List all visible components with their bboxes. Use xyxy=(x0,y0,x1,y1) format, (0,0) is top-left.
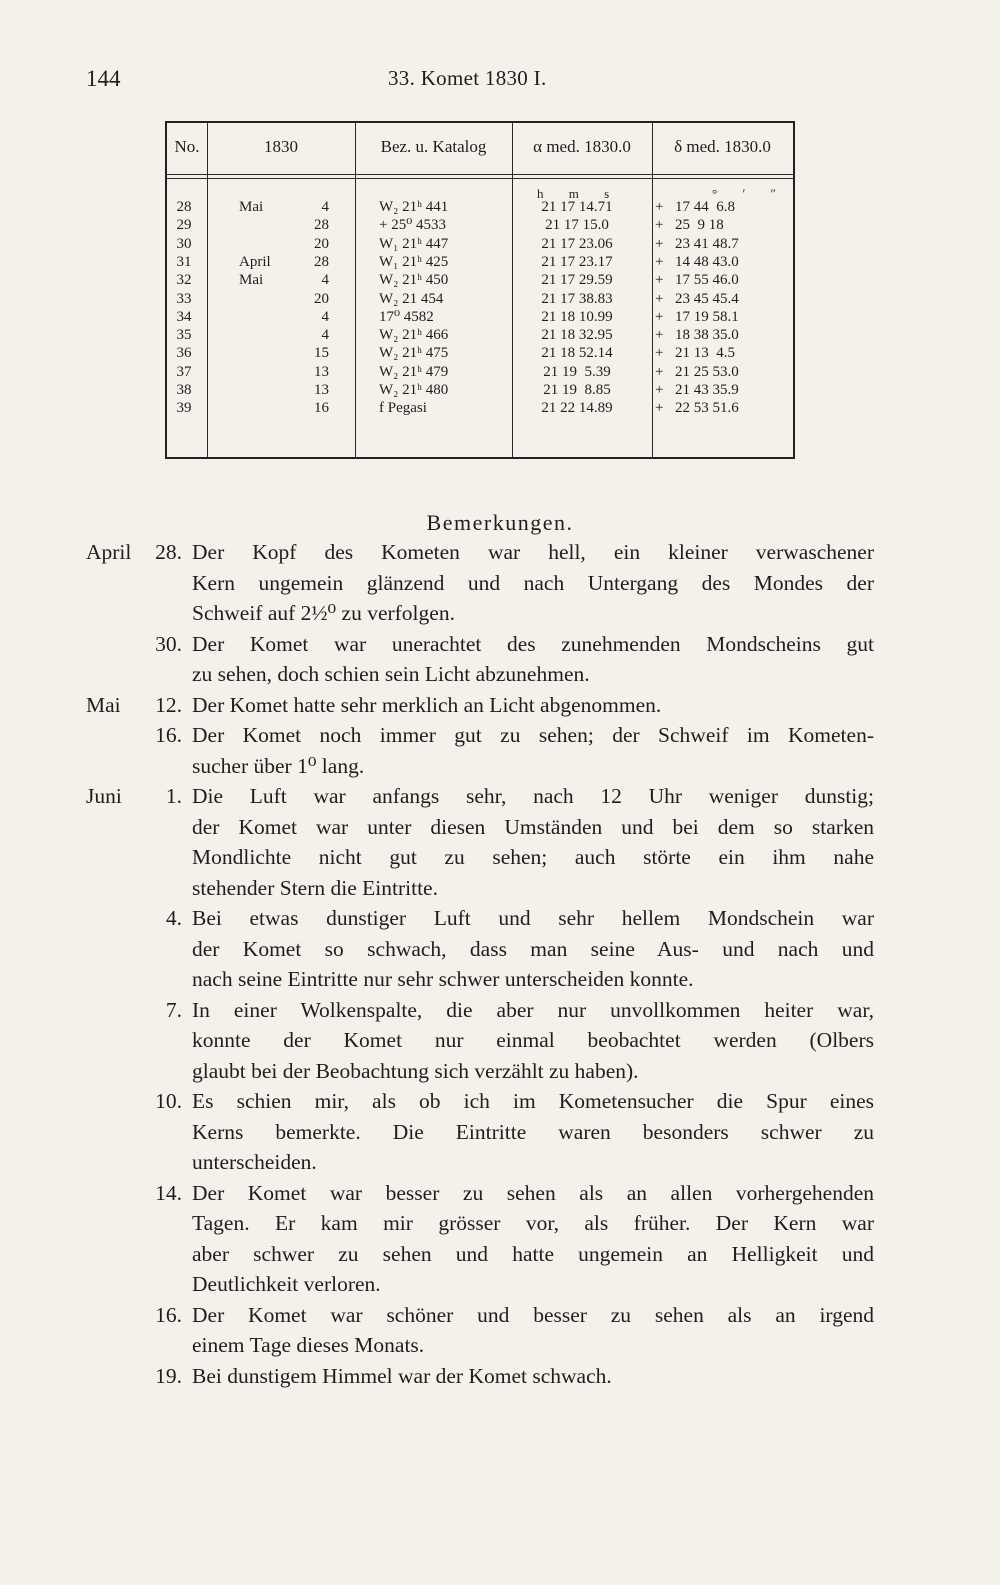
row-catalog: W₂ 21 454 xyxy=(379,290,444,307)
row-dec-sign: + xyxy=(655,327,664,344)
row-day: 20 xyxy=(314,235,329,252)
remark-line: Bei dunstigem Himmel war der Komet schwach. xyxy=(192,1363,612,1388)
remark-line: aber schwer zu sehen und hatte ungemein an Helligkeit und xyxy=(192,1241,874,1266)
remark-line: Deutlichkeit verloren. xyxy=(192,1272,381,1296)
row-dec-value: 18 38 35.0 xyxy=(675,327,739,344)
row-number: 36 xyxy=(176,345,192,362)
table-row xyxy=(167,309,793,327)
row-dec-sign: + xyxy=(655,345,664,362)
remark-line: konnte der Komet nur einmal beobachtet werden (Olbers xyxy=(192,1028,874,1052)
row-number: 32 xyxy=(176,272,192,289)
row-ra: 21 17 23.06 xyxy=(541,235,613,252)
table-row xyxy=(167,382,793,400)
remark-line: der Komet so schwach, dass man seine Aus- und nach und xyxy=(192,936,874,961)
row-number: 33 xyxy=(176,290,192,307)
row-day: 28 xyxy=(314,217,329,234)
row-dec-value: 14 48 43.0 xyxy=(675,253,739,270)
row-dec-sign: + xyxy=(655,290,664,307)
remark-line: Tagen. Er kam mir grösser vor, als früher. Der Kern war xyxy=(192,1211,874,1235)
row-ra: 21 18 10.99 xyxy=(541,308,613,325)
remark-month: Juni xyxy=(86,784,122,808)
row-ra: 21 18 32.95 xyxy=(541,327,613,344)
col-head-catalog: Bez. u. Katalog xyxy=(380,137,487,156)
remark-day: 14. xyxy=(155,1180,182,1205)
row-day: 15 xyxy=(314,345,329,362)
row-month: Mai xyxy=(239,199,264,215)
table-row xyxy=(167,254,793,272)
row-dec-value: 23 45 45.4 xyxy=(675,290,739,307)
row-catalog: W₂ 21ʰ 450 xyxy=(379,272,449,289)
row-catalog: W₂ 21ʰ 479 xyxy=(379,363,449,380)
row-number: 31 xyxy=(176,253,192,270)
row-ra: 21 17 15.0 xyxy=(545,217,609,234)
row-dec-value: 22 53 51.6 xyxy=(675,400,739,417)
row-number: 37 xyxy=(176,363,192,380)
row-dec-value: 21 25 53.0 xyxy=(675,363,739,380)
table-row xyxy=(167,272,793,290)
row-catalog: 17⁰ 4582 xyxy=(379,308,434,325)
remark-month: Mai xyxy=(86,692,121,717)
row-ra: 21 18 52.14 xyxy=(541,345,613,362)
row-catalog: W₂ 21ʰ 475 xyxy=(379,345,449,362)
observation-table xyxy=(165,121,795,459)
row-number: 38 xyxy=(176,382,192,398)
remark-entry xyxy=(0,1086,1000,1178)
remark-line: Schweif auf 2½⁰ zu verfolgen. xyxy=(192,601,455,625)
row-dec-sign: + xyxy=(655,308,664,325)
row-day: 4 xyxy=(321,199,329,215)
row-number: 30 xyxy=(176,235,192,252)
remark-line: unterscheiden. xyxy=(192,1150,317,1174)
row-dec-sign: + xyxy=(655,400,664,417)
row-dec-sign: + xyxy=(655,363,664,380)
remark-entry xyxy=(0,995,1000,1087)
row-ra: 21 17 14.71 xyxy=(541,199,613,215)
remark-entry xyxy=(0,781,1000,903)
remark-line: Die Luft war anfangs sehr, nach 12 Uhr weniger dunstig; xyxy=(192,784,874,808)
row-dec-sign: + xyxy=(655,217,664,234)
row-ra: 21 19 5.39 xyxy=(543,363,611,380)
row-dec-sign: + xyxy=(655,199,664,215)
header-rule xyxy=(167,178,793,179)
row-number: 28 xyxy=(176,199,192,215)
remark-entry xyxy=(0,537,1000,629)
row-number: 34 xyxy=(176,308,192,325)
row-dec-sign: + xyxy=(655,272,664,289)
page-number: 144 xyxy=(86,66,121,91)
table-row xyxy=(167,199,793,217)
remark-entry xyxy=(0,720,1000,781)
remark-line: In einer Wolkenspalte, die aber nur unvollkommen heiter war, xyxy=(192,997,874,1022)
row-dec-sign: + xyxy=(655,382,664,398)
dec-units: ° ′ ″ xyxy=(712,186,787,201)
remark-line: stehender Stern die Eintritte. xyxy=(192,875,438,900)
row-ra: 21 19 8.85 xyxy=(543,382,611,398)
row-dec-value: 17 55 46.0 xyxy=(675,272,739,289)
remark-line: Der Komet war besser zu sehen als an allen vorhergehenden xyxy=(192,1180,874,1205)
remark-day: 19. xyxy=(155,1363,182,1388)
row-number: 39 xyxy=(176,400,192,417)
col-head-dec: δ med. 1830.0 xyxy=(674,137,771,156)
row-catalog: f Pegasi xyxy=(379,400,427,417)
remark-line: Es schien mir, als ob ich im Kometensucher die Spur eines xyxy=(192,1089,874,1113)
remark-month: April xyxy=(86,540,132,564)
table-row xyxy=(167,327,793,345)
remark-line: Der Komet war schöner und besser zu sehen als an irgend xyxy=(192,1302,874,1327)
remark-day: 4. xyxy=(165,906,182,930)
ra-units: h m s xyxy=(537,186,621,201)
row-dec-value: 21 43 35.9 xyxy=(675,382,739,398)
remark-entry xyxy=(0,903,1000,995)
row-number: 29 xyxy=(176,217,192,234)
remark-line: der Komet war unter diesen Umständen und bei dem so starken xyxy=(192,814,874,839)
remark-day: 30. xyxy=(155,631,182,656)
row-catalog: W₁ 21ʰ 447 xyxy=(379,235,449,252)
remarks-title: Bemerkungen. xyxy=(426,510,574,535)
remark-entry xyxy=(0,629,1000,690)
row-day: 4 xyxy=(321,272,329,289)
row-dec-value: 21 13 4.5 xyxy=(675,345,735,362)
row-dec-value: 23 41 48.7 xyxy=(675,235,739,252)
table-row xyxy=(167,364,793,382)
row-ra: 21 22 14.89 xyxy=(541,400,613,417)
row-ra: 21 17 38.83 xyxy=(541,290,613,307)
table-row xyxy=(167,291,793,309)
remark-day: 28. xyxy=(155,540,182,564)
remark-day: 12. xyxy=(155,692,182,717)
row-number: 35 xyxy=(176,327,192,344)
row-day: 20 xyxy=(314,290,329,307)
remark-line: Kern ungemein glänzend und nach Untergang des Mondes der xyxy=(192,570,874,595)
row-month: Mai xyxy=(239,272,264,289)
remark-entry xyxy=(0,1361,1000,1392)
row-day: 28 xyxy=(314,253,329,270)
row-day: 13 xyxy=(314,382,329,398)
remark-day: 1. xyxy=(165,784,182,808)
running-title: 33. Komet 1830 I. xyxy=(388,66,547,90)
remark-day: 7. xyxy=(165,997,182,1022)
remark-line: Der Komet war unerachtet des zunehmenden Mondscheins gut xyxy=(192,631,874,656)
row-day: 4 xyxy=(321,327,329,344)
remark-day: 16. xyxy=(155,1302,182,1327)
col-head-ra: α med. 1830.0 xyxy=(533,137,631,156)
remark-line: Mondlichte nicht gut zu sehen; auch störte ein ihm nahe xyxy=(192,845,874,869)
row-day: 13 xyxy=(314,363,329,380)
row-day: 16 xyxy=(314,400,329,417)
remark-line: glaubt bei der Beobachtung sich verzählt zu haben). xyxy=(192,1058,639,1083)
row-day: 4 xyxy=(321,308,329,325)
remark-line: Der Komet hatte sehr merklich an Licht abgenommen. xyxy=(192,692,662,717)
table-row xyxy=(167,345,793,363)
row-catalog: W₂ 21ʰ 480 xyxy=(379,382,449,398)
remark-line: Der Komet noch immer gut zu sehen; der Schweif im Kometen- xyxy=(192,723,874,747)
col-head-no: No. xyxy=(174,137,200,156)
remark-line: sucher über 1⁰ lang. xyxy=(192,753,365,778)
table-row xyxy=(167,400,793,418)
row-month: April xyxy=(239,253,271,270)
row-dec-value: 17 19 58.1 xyxy=(675,308,739,325)
row-catalog: + 25⁰ 4533 xyxy=(379,217,446,234)
row-dec-sign: + xyxy=(655,235,664,252)
col-head-year: 1830 xyxy=(264,137,298,156)
remark-day: 10. xyxy=(155,1089,182,1113)
remark-day: 16. xyxy=(155,723,182,747)
row-catalog: W₁ 21ʰ 425 xyxy=(379,253,449,270)
remark-line: Bei etwas dunstiger Luft und sehr hellem Mondschein war xyxy=(192,906,874,930)
row-ra: 21 17 23.17 xyxy=(541,253,613,270)
header-rule xyxy=(167,174,793,175)
remark-entry xyxy=(0,1178,1000,1300)
row-dec-sign: + xyxy=(655,253,664,270)
row-dec-value: 17 44 6.8 xyxy=(675,199,735,215)
table-row xyxy=(167,217,793,235)
row-dec-value: 25 9 18 xyxy=(675,217,724,234)
row-catalog: W₂ 21ʰ 441 xyxy=(379,199,449,215)
remark-line: zu sehen, doch schien sein Licht abzunehmen. xyxy=(192,662,590,686)
remark-line: einem Tage dieses Monats. xyxy=(192,1333,425,1357)
remark-entry xyxy=(0,1300,1000,1361)
remark-entry xyxy=(0,690,1000,721)
remark-line: nach seine Eintritte nur sehr schwer unterscheiden konnte. xyxy=(192,967,694,991)
remark-line: Der Kopf des Kometen war hell, ein kleiner verwaschener xyxy=(192,540,874,564)
row-catalog: W₂ 21ʰ 466 xyxy=(379,327,449,344)
table-row xyxy=(167,236,793,254)
row-ra: 21 17 29.59 xyxy=(541,272,613,289)
remark-line: Kerns bemerkte. Die Eintritte waren besonders schwer zu xyxy=(192,1119,874,1144)
